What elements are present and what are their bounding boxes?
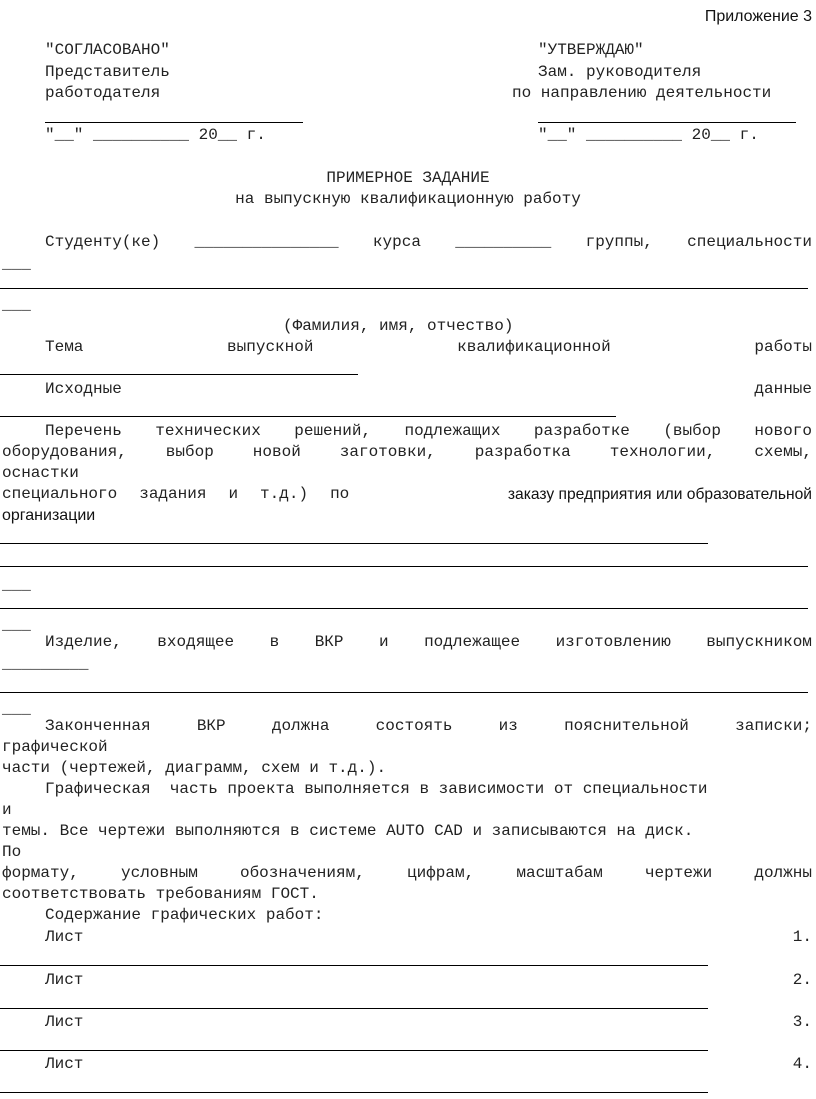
topic-fill-line (0, 374, 358, 375)
tech-l2-w5: разработка (474, 443, 571, 461)
tech-line-3: оснастки (2, 464, 79, 482)
product-w1: Изделие, (45, 633, 122, 651)
sheet-number: 4. (792, 1055, 812, 1073)
completed-w4: состоять (375, 717, 453, 735)
fio-caption: (Фамилия, имя, отчество) (283, 317, 514, 335)
tech-l4-w5: по (330, 485, 350, 503)
student-line (45, 232, 812, 253)
tech-line-2 (2, 442, 812, 463)
sheet-fill-line (0, 1092, 708, 1093)
topic-w1: Тема (45, 338, 84, 356)
student-label: Студенту(ке) (45, 233, 161, 251)
completed-w5: из (498, 717, 518, 735)
tech-l1-w3: решений, (294, 422, 372, 440)
graphic-l3-w5: масштабам (516, 864, 603, 882)
group-label: группы, (585, 233, 653, 251)
product-w4: ВКР (314, 633, 344, 651)
tech-l2-w6: технологии, (609, 443, 716, 461)
source-fill-line (0, 416, 616, 417)
topic-line (45, 337, 812, 358)
course-label: курса (372, 233, 421, 251)
approval-right-line1: Зам. руководителя (538, 63, 702, 81)
source-w1: Исходные (45, 380, 122, 398)
tech-l4-tail: заказу предприятия или образовательной (507, 486, 812, 503)
product-under: _________ (2, 655, 89, 673)
completed-line-3: части (чертежей, диаграмм, схем и т.д.). (2, 759, 387, 777)
tech-tail-2: ___ (2, 616, 31, 634)
graphic-line-1: Графическая часть проекта выполняется в зависимости от специальности (45, 780, 708, 798)
tech-fill-line-2 (0, 566, 808, 567)
tech-fill-line-1 (0, 543, 708, 544)
specialty-label: специальности (687, 233, 812, 251)
approval-left-line2: работодателя (45, 84, 161, 102)
topic-w2: выпускной (227, 338, 314, 356)
sheet-label: Лист (45, 928, 84, 946)
graphic-line-3 (2, 863, 812, 884)
graphic-l3-w1: формату, (2, 864, 79, 882)
product-w2: входящее (157, 633, 235, 651)
student-fill-line (0, 288, 808, 289)
graphic-line-1b: и (2, 801, 12, 819)
approval-right-line2: по направлению деятельности (512, 84, 772, 102)
tech-l2-w3: новой (252, 443, 301, 461)
student-name-blank: _______________ (194, 233, 339, 251)
tech-line-4 (2, 484, 812, 505)
sheet-label: Лист (45, 971, 84, 989)
graphic-l3-w7: должны (754, 864, 812, 882)
tech-l4-group (2, 484, 349, 505)
sheet-label: Лист (45, 1013, 84, 1031)
source-line (45, 379, 812, 400)
completed-line-1 (45, 716, 812, 737)
sheet-number: 3. (792, 1013, 812, 1031)
graphic-line-5: Содержание графических работ: (45, 906, 324, 924)
tech-tail-1: ___ (2, 576, 31, 594)
approval-left-line1: Представитель (45, 63, 170, 81)
graphic-line-4: соответствовать требованиям ГОСТ. (2, 885, 319, 903)
product-w6: подлежащее (424, 633, 521, 651)
tech-l1-w5: разработке (533, 422, 630, 440)
sheet-fill-line (0, 1050, 708, 1051)
tech-l2-w1: оборудования, (2, 443, 127, 461)
source-w2: данные (754, 380, 812, 398)
product-line (45, 632, 812, 653)
topic-w3: квалификационной (457, 338, 611, 356)
graphic-line-2b: По (2, 843, 22, 861)
tech-l4-w3: и (228, 485, 239, 503)
topic-w4: работы (754, 338, 812, 356)
graphic-line-2: темы. Все чертежи выполняются в системе AUTO CAD и записываются на диск. (2, 822, 694, 840)
student-tail-2: ___ (2, 296, 31, 314)
product-w8: выпускником (706, 633, 812, 651)
completed-w7: записки; (735, 717, 812, 735)
sheet-row-1 (45, 927, 812, 948)
completed-w6: пояснительной (564, 717, 689, 735)
completed-w1: Законченная (45, 717, 151, 735)
tech-l4-w4: т.д.) (260, 485, 309, 503)
tech-l1-w2: технических (155, 422, 261, 440)
approval-left-title: "СОГЛАСОВАНО" (45, 41, 170, 59)
tech-line-5: организации (2, 507, 96, 524)
tech-fill-line-3 (0, 608, 808, 609)
product-w5: и (378, 633, 389, 651)
tech-l4-w1: специального (2, 485, 118, 503)
graphic-l3-w6: чертежи (644, 864, 713, 882)
course-blank: __________ (455, 233, 552, 251)
approval-right-title: "УТВЕРЖДАЮ" (538, 41, 644, 59)
sheet-row-3 (45, 1012, 812, 1033)
tech-l2-w2: выбор (165, 443, 214, 461)
tech-l1-w6: (выбор (663, 422, 721, 440)
document-subtitle: на выпускную квалификационную работу (235, 190, 581, 208)
sheet-number: 1. (792, 928, 812, 946)
product-fill-line (0, 692, 808, 693)
approval-left-signature-line (45, 122, 303, 123)
tech-line-1 (45, 421, 812, 442)
tech-l1-w7: нового (754, 422, 812, 440)
sheet-label: Лист (45, 1055, 84, 1073)
approval-right-signature-line (538, 122, 796, 123)
tech-l1-w1: Перечень (45, 422, 122, 440)
completed-line-2: графической (2, 738, 108, 756)
student-tail: ___ (2, 255, 31, 273)
graphic-l3-w2: условным (120, 864, 198, 882)
sheet-fill-line (0, 1008, 708, 1009)
product-w7: изготовлению (555, 633, 671, 651)
graphic-l3-w3: обозначениям, (239, 864, 365, 882)
appendix-label: Приложение 3 (704, 8, 812, 25)
graphic-l3-w4: цифрам, (406, 864, 475, 882)
product-tail: ___ (2, 700, 31, 718)
completed-w3: должна (271, 717, 330, 735)
tech-l2-w7: схемы, (754, 443, 812, 461)
completed-w2: ВКР (196, 717, 226, 735)
approval-left-date: "__" __________ 20__ г. (45, 126, 266, 144)
sheet-row-4 (45, 1054, 812, 1075)
tech-l1-w4: подлежащих (404, 422, 501, 440)
document-title: ПРИМЕРНОЕ ЗАДАНИЕ (326, 169, 490, 187)
sheet-number: 2. (792, 971, 812, 989)
sheet-row-2 (45, 970, 812, 991)
tech-l4-w2: задания (139, 485, 207, 503)
tech-l2-w4: заготовки, (339, 443, 436, 461)
product-w3: в (269, 633, 280, 651)
approval-right-date: "__" __________ 20__ г. (538, 126, 759, 144)
sheet-fill-line (0, 965, 708, 966)
